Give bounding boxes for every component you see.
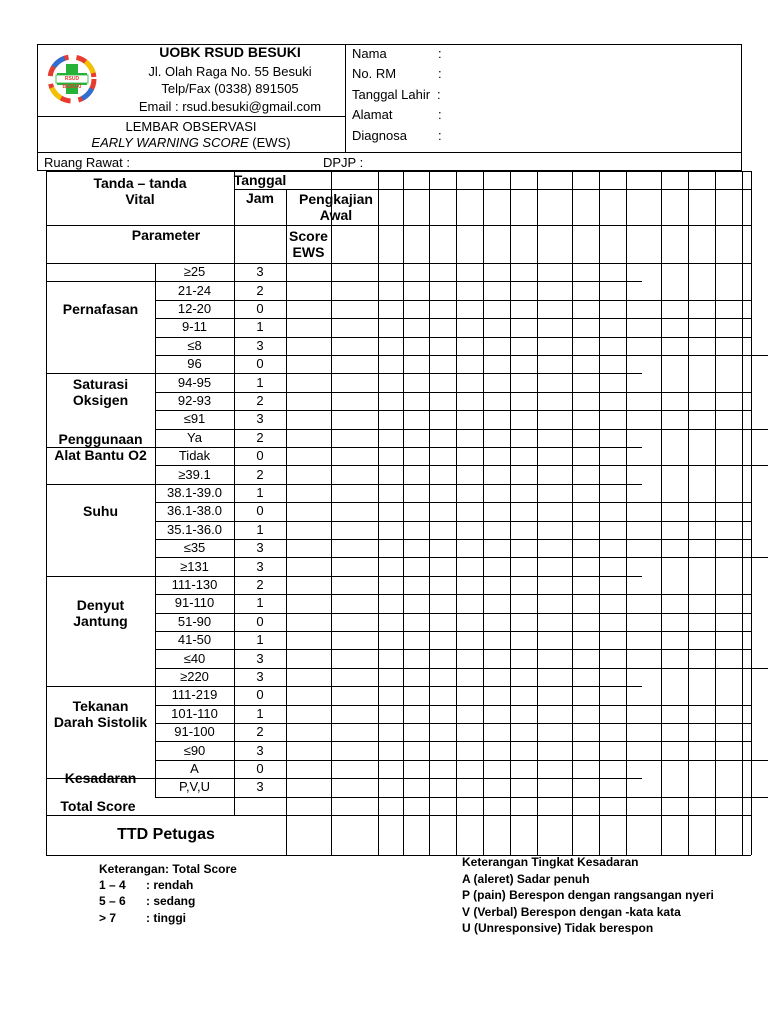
parameter-range: ≤35 <box>183 540 206 556</box>
hospital-email: Email : rsud.besuki@gmail.com <box>138 99 322 114</box>
grid-hline <box>46 373 642 374</box>
patient-field-sep: : <box>438 107 442 122</box>
grid-vline <box>742 171 743 263</box>
grid-vline <box>331 263 332 855</box>
notes-total-range: 5 – 6 <box>99 894 126 908</box>
ews-score: 3 <box>256 337 264 353</box>
grid-vline <box>155 263 156 797</box>
grid-vline <box>378 263 379 855</box>
grid-vline <box>688 263 689 855</box>
grid-vline <box>742 263 743 855</box>
parameter-range: 111-130 <box>171 576 218 592</box>
ews-score: 1 <box>256 705 264 721</box>
notes-kesadaran-item: U (Unresponsive) Tidak berespon <box>462 921 654 935</box>
grid-vline <box>626 263 627 855</box>
parameter-range: 51-90 <box>177 613 212 629</box>
header-pengkajian: Pengkajian Awal <box>299 191 373 223</box>
ews-score: 2 <box>256 429 264 445</box>
grid-vline <box>456 171 457 263</box>
notes-kesadaran-item: P (pain) Berespon dengan rangsangan nyeri <box>462 888 714 902</box>
grid-vline <box>456 263 457 855</box>
patient-field-sep: : <box>437 87 441 102</box>
notes-kesadaran-item: V (Verbal) Berespon dengan -kata kata <box>462 905 681 919</box>
ttd-petugas-label: TTD Petugas <box>117 826 215 843</box>
header-bottomline <box>37 152 742 153</box>
notes-total-range: 1 – 4 <box>99 878 126 892</box>
grid-vline <box>661 171 662 263</box>
group-name: Pernafasan <box>62 301 139 317</box>
grid-hline <box>46 281 642 282</box>
ews-score: 0 <box>256 448 264 464</box>
notes-total-desc: : tinggi <box>146 911 186 925</box>
hospital-address: Jl. Olah Raga No. 55 Besuki <box>148 64 312 79</box>
parameter-range: 36.1-38.0 <box>167 503 222 519</box>
grid-hline <box>46 484 642 485</box>
header-divider <box>345 44 346 153</box>
grid-hline <box>46 447 642 448</box>
parameter-range: ≥131 <box>180 558 209 574</box>
total-score-label: Total Score <box>60 797 136 814</box>
ews-score: 2 <box>256 392 264 408</box>
grid-hline <box>46 686 642 687</box>
ews-score: 0 <box>256 300 264 316</box>
ruang-rawat-label: Ruang Rawat : <box>44 155 130 170</box>
parameter-range: 41-50 <box>177 632 212 648</box>
grid-vline <box>715 171 716 263</box>
grid-vline <box>751 171 752 855</box>
ews-score: 0 <box>256 503 264 519</box>
ews-score: 3 <box>256 668 264 684</box>
parameter-range: P,V,U <box>178 779 211 795</box>
grid-vline <box>234 263 235 815</box>
ews-score: 0 <box>256 356 264 372</box>
header-subline <box>37 116 345 117</box>
parameter-range: 35.1-36.0 <box>167 521 222 537</box>
dpjp-label: DPJP : <box>323 155 364 170</box>
parameter-range: 12-20 <box>177 300 212 316</box>
ews-score: 3 <box>256 411 264 427</box>
grid-vline <box>483 263 484 855</box>
ews-score: 3 <box>256 540 264 556</box>
parameter-range: ≤40 <box>183 650 206 666</box>
grid-vline <box>483 171 484 263</box>
grid-vline <box>688 171 689 263</box>
logo-text: RSUD BESUKI <box>62 76 82 90</box>
group-name: Saturasi Oksigen <box>72 375 129 408</box>
group-name: Denyut Jantung <box>73 596 128 629</box>
ews-score: 1 <box>256 521 264 537</box>
grid-vline <box>537 263 538 855</box>
grid-hline <box>46 778 642 779</box>
hospital-phone: Telp/Fax (0338) 891505 <box>161 81 299 96</box>
grid-vline <box>661 263 662 855</box>
patient-field-label: Nama <box>352 46 387 61</box>
notes-total-title: Keterangan: Total Score <box>99 862 237 876</box>
ews-score: 1 <box>256 632 264 648</box>
notes-total-range: > 7 <box>99 911 117 925</box>
parameter-range: ≥25 <box>183 264 206 280</box>
ews-score: 3 <box>256 779 264 795</box>
header-jam: Jam <box>245 190 275 206</box>
parameter-range: ≤91 <box>183 411 206 427</box>
grid-vline <box>626 171 627 263</box>
notes-kesadaran-item: A (aleret) Sadar penuh <box>462 872 590 886</box>
parameter-range: 91-110 <box>174 595 215 611</box>
parameter-range: ≥39.1 <box>178 466 211 482</box>
grid-vline <box>537 171 538 263</box>
notes-total-desc: : rendah <box>146 878 194 892</box>
ews-score: 3 <box>256 650 264 666</box>
grid-vline <box>429 171 430 263</box>
parameter-range: ≥220 <box>180 668 209 684</box>
patient-field-label: Alamat <box>352 107 393 122</box>
grid-hline <box>155 797 768 798</box>
form-subtitle <box>37 135 345 150</box>
form-subtitle-abbr: (EWS) <box>252 135 291 150</box>
ews-score: 2 <box>256 282 264 298</box>
parameter-range: 92-93 <box>177 392 212 408</box>
parameter-range: 96 <box>187 356 202 372</box>
group-name: Suhu <box>83 503 118 520</box>
ews-score: 0 <box>256 760 264 776</box>
header-tanggal: Tanggal <box>233 172 287 188</box>
parameter-range: ≤8 <box>187 337 202 353</box>
parameter-range: 94-95 <box>177 374 212 390</box>
grid-hline <box>46 855 751 856</box>
ews-score: 1 <box>256 484 264 500</box>
group-name: Penggunaan Alat Bantu O2 <box>54 430 147 463</box>
parameter-range: 91-100 <box>174 724 215 740</box>
ews-table <box>46 171 751 855</box>
patient-field-label: Diagnosa <box>352 128 407 143</box>
notes-total-desc: : sedang <box>146 894 196 908</box>
hospital-logo <box>46 50 98 108</box>
group-name: Tekanan Darah Sistolik <box>53 697 148 730</box>
patient-field-sep: : <box>438 128 442 143</box>
grid-vline <box>429 263 430 855</box>
parameter-range: Tidak <box>178 448 211 464</box>
grid-vline <box>572 171 573 263</box>
patient-field-label: No. RM <box>352 66 397 81</box>
grid-vline <box>286 263 287 855</box>
ews-score: 0 <box>256 613 264 629</box>
notes-kesadaran-title: Keterangan Tingkat Kesadaran <box>462 855 639 869</box>
parameter-range: ≤90 <box>183 742 206 758</box>
ews-score: 1 <box>256 319 264 335</box>
group-name: Kesadaran <box>64 770 137 787</box>
parameter-range: A <box>190 760 199 776</box>
patient-field-sep: : <box>438 66 442 81</box>
parameter-range: 9-11 <box>181 319 208 335</box>
header-score: Score EWS <box>289 228 328 260</box>
grid-vline <box>572 263 573 855</box>
ews-score: 3 <box>256 742 264 758</box>
ews-score: 2 <box>256 576 264 592</box>
ews-score: 1 <box>256 595 264 611</box>
grid-vline <box>599 171 600 263</box>
ews-score: 2 <box>256 724 264 740</box>
grid-vline <box>510 171 511 263</box>
patient-field-sep: : <box>438 46 442 61</box>
grid-vline <box>599 263 600 855</box>
grid-hline <box>46 576 642 577</box>
grid-vline <box>510 263 511 855</box>
ews-score: 1 <box>256 374 264 390</box>
header-vital: Tanda – tanda Vital <box>93 175 187 207</box>
grid-vline <box>715 263 716 855</box>
ews-score: 3 <box>256 264 264 280</box>
form-title: LEMBAR OBSERVASI <box>125 119 257 134</box>
hospital-name: UOBK RSUD BESUKI <box>159 44 301 60</box>
header-parameter: Parameter <box>131 227 201 243</box>
parameter-range: 101-110 <box>171 705 218 721</box>
ews-score: 3 <box>256 558 264 574</box>
form-subtitle-italic: EARLY WARNING SCORE <box>91 135 249 150</box>
parameter-range: Ya <box>187 429 202 445</box>
ews-score: 0 <box>256 687 264 703</box>
parameter-range: 111-219 <box>171 687 218 703</box>
grid-vline <box>403 263 404 855</box>
ews-score: 2 <box>256 466 264 482</box>
parameter-range: 38.1-39.0 <box>167 484 222 500</box>
parameter-range: 21-24 <box>177 282 212 298</box>
grid-vline <box>403 171 404 263</box>
patient-field-label: Tanggal Lahir <box>352 87 431 102</box>
